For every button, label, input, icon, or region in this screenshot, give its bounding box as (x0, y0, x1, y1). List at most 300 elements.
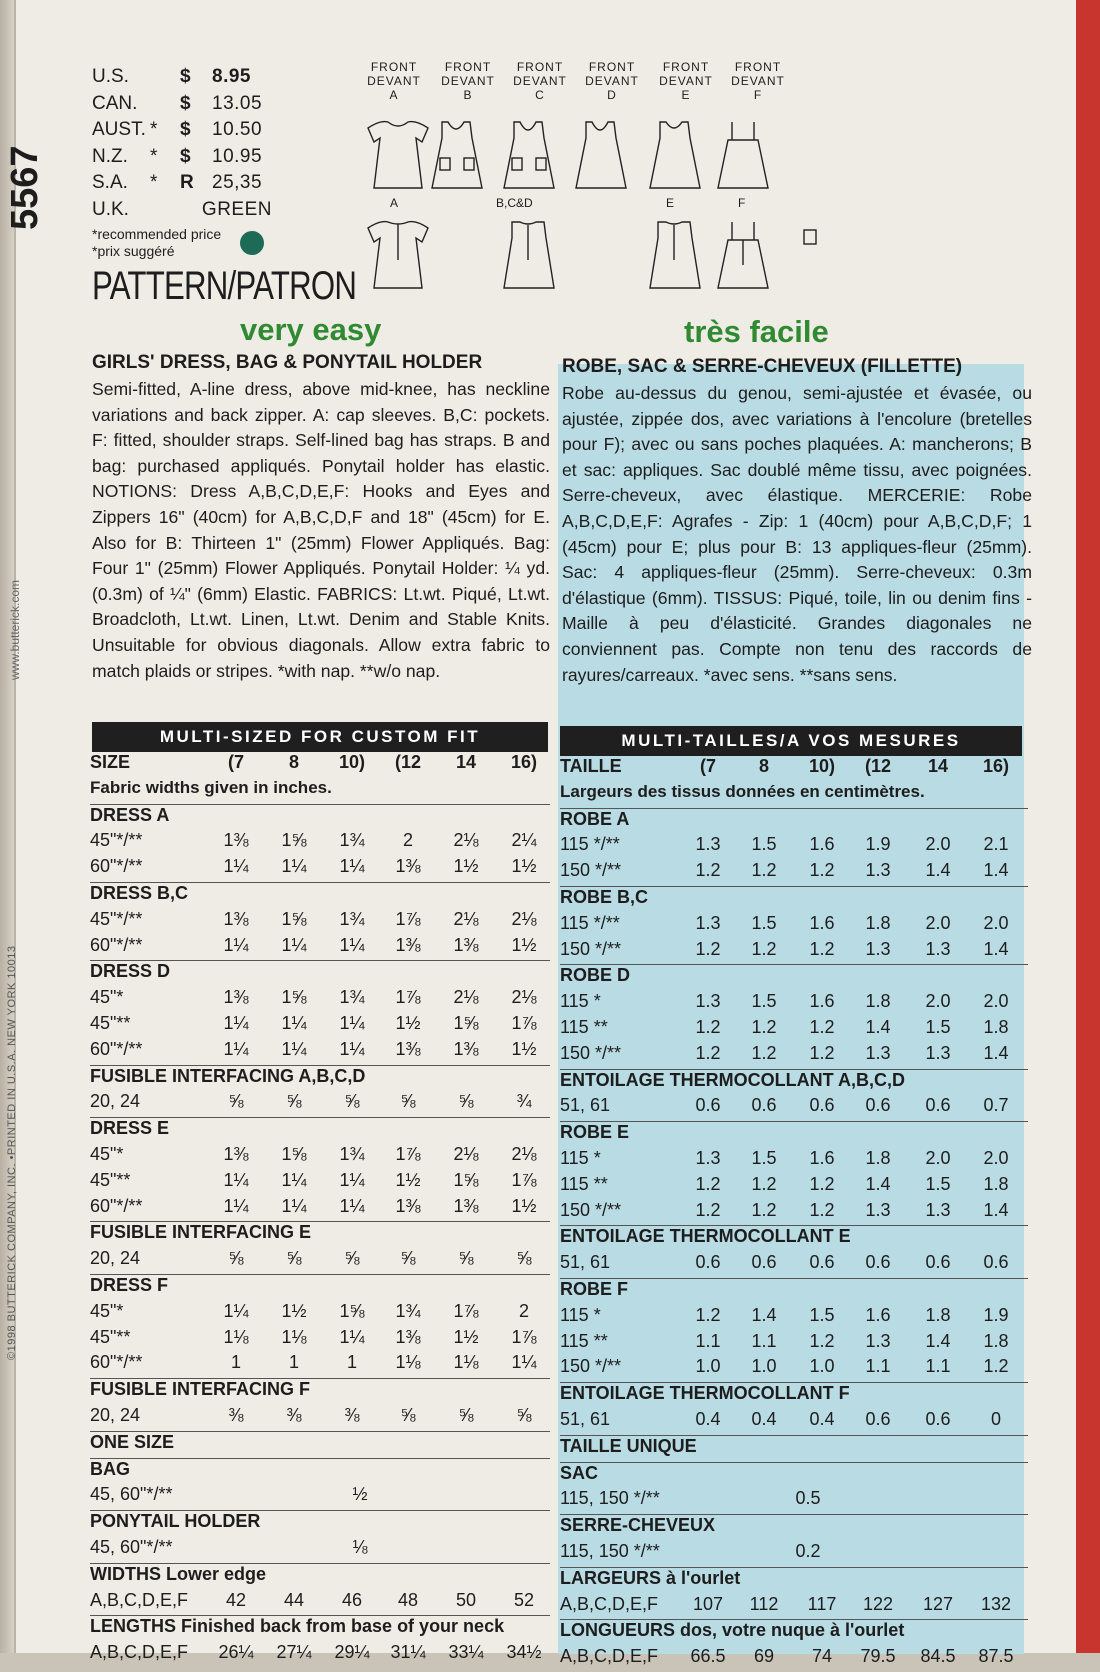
cell-value: 1⅞ (453, 1300, 479, 1321)
envelope-red-edge (1076, 0, 1100, 1653)
price-country: N.Z. (92, 145, 128, 167)
cell-value: 1½ (281, 1300, 307, 1321)
english-description: Semi-fitted, A-line dress, above mid-knee, has neckline variations and back zipper. A: cap sleeves. B,C: pockets. F: fitted, shoulder straps. Self-lined bag has straps. B and bag: purchased appliqués. Ponytail holder has elastic. NOTIONS: Dress A,B,C,D,E,F: Hooks and Eyes and Zippers 16" (40cm) for A,B,C,D,F and 18" (45cm) for E. Also for B: Thirteen 1" (25mm) Flower Appliqués. Bag: Four 1" (25mm) Flower Appliqués. Ponytail Holder: ¼ yd. (0.3m) of ¼" (6mm) Elastic. FABRICS: Lt.wt. Piqué, Lt.wt. Broadcloth, Lt.wt. Linen, Lt.wt. Denim and Stable Knits. Unsuitable for obvious diagonals. Allow extra fabric to match plaids or stripes. *with nap. **w/o nap. (92, 379, 550, 681)
cell-value: 1¼ (339, 856, 365, 877)
cell-value: 1⅛ (281, 1326, 307, 1347)
cell-value: 1.8 (983, 1330, 1009, 1351)
section-row (560, 1225, 1028, 1252)
table-row (560, 1646, 1028, 1672)
cell-value: 1.2 (695, 860, 721, 881)
cell-value: 0.6 (809, 1095, 835, 1116)
front-view-label-line: FRONT (370, 60, 418, 74)
table-row (560, 1200, 1028, 1226)
cell-value: 1.3 (865, 1199, 891, 1220)
cell-value: 0.6 (925, 1252, 951, 1273)
cell-value: 1.4 (983, 860, 1009, 881)
cell-value: 1.2 (983, 1356, 1009, 1377)
section-label: ENTOILAGE THERMOCOLLANT A,B,C,D (560, 1069, 905, 1090)
section-label: SERRE-CHEVEUX (560, 1515, 716, 1536)
very-easy-label: very easy (240, 312, 382, 347)
cell-value: ½ (352, 1484, 368, 1505)
row-label: 45"* (90, 987, 124, 1008)
front-view-label-line: A (389, 88, 399, 102)
cell-value: 52 (513, 1589, 535, 1610)
section-label: ROBE D (560, 965, 631, 986)
cell-value: 84.5 (920, 1646, 956, 1667)
cell-value: 74 (811, 1646, 833, 1667)
cell-value: 1⅜ (395, 934, 421, 955)
cell-value: 1.1 (751, 1330, 777, 1351)
cell-value: 1⅜ (395, 1195, 421, 1216)
cell-value: 1.2 (809, 1042, 835, 1063)
front-view-label-line: FRONT (588, 60, 636, 74)
cell-value: 1¼ (339, 934, 365, 955)
size-value: (12 (394, 752, 421, 772)
cell-value: 1¼ (281, 934, 307, 955)
section-label: TAILLE UNIQUE (560, 1435, 697, 1456)
cell-value: ⅝ (228, 1248, 244, 1269)
cell-value: 0.6 (865, 1095, 891, 1116)
cell-value: 1.2 (695, 1173, 721, 1194)
section-row (90, 960, 550, 987)
cell-value: 1¼ (223, 1038, 249, 1059)
cell-value: 1.1 (865, 1356, 891, 1377)
cell-value: 1⅝ (453, 1012, 479, 1033)
section-label: ROBE E (560, 1122, 630, 1143)
table-row (90, 1091, 550, 1117)
section-label: WIDTHS Lower edge (90, 1563, 267, 1584)
table-row (560, 939, 1028, 965)
cell-value: 1⅝ (453, 1169, 479, 1190)
cell-value: 1.3 (865, 1330, 891, 1351)
section-row (90, 1431, 550, 1458)
cell-value: 1¼ (339, 1169, 365, 1190)
cell-value: 1 (230, 1352, 241, 1373)
table-row (560, 1305, 1028, 1331)
price-country: U.K. (92, 198, 129, 220)
cell-value: 1¾ (395, 1300, 421, 1321)
table-row (560, 1541, 1028, 1567)
cell-value: 1.2 (809, 860, 835, 881)
section-label: FUSIBLE INTERFACING F (90, 1379, 310, 1400)
cell-value: 1⅜ (395, 856, 421, 877)
cell-value: ⅜ (228, 1404, 244, 1425)
tres-facile-label: très facile (684, 314, 829, 349)
row-label: A,B,C,D,E,F (90, 1642, 189, 1663)
cell-value: 2⅛ (453, 1143, 479, 1164)
row-label: 45"** (90, 1012, 131, 1033)
cell-value: 0.4 (751, 1408, 777, 1429)
size-label: TAILLE (560, 756, 622, 776)
size-value: 10) (808, 756, 835, 776)
cell-value: 122 (862, 1593, 894, 1614)
cell-value: 0.4 (809, 1408, 835, 1429)
cell-value: 1.5 (751, 1147, 777, 1168)
cell-value: ⅝ (344, 1091, 360, 1112)
cell-value: 79.5 (860, 1646, 896, 1667)
english-yardage-table (90, 752, 550, 1668)
price-currency: $ (180, 119, 191, 141)
row-label: 150 */** (560, 1042, 622, 1063)
cell-value: 1.8 (983, 1016, 1009, 1037)
cell-value: 0.4 (695, 1408, 721, 1429)
cell-value: 29¼ (334, 1642, 370, 1663)
cell-value: 1⅝ (281, 830, 307, 851)
size-value: 14 (455, 752, 477, 772)
cell-value: 1.2 (809, 1173, 835, 1194)
cell-value: 1¼ (339, 1012, 365, 1033)
widths-note-text: Largeurs des tissus données en centimètres. (560, 781, 925, 801)
table-row (90, 1405, 550, 1431)
cell-value: 1.4 (983, 938, 1009, 959)
section-label: LARGEURS à l'ourlet (560, 1567, 741, 1588)
cell-value: 1.6 (865, 1304, 891, 1325)
section-row (90, 1378, 550, 1405)
price-amount: 10.95 (212, 145, 263, 167)
section-label: PONYTAIL HOLDER (90, 1511, 261, 1532)
section-label: DRESS B,C (90, 882, 189, 903)
table-row (90, 909, 550, 935)
cell-value: 1½ (511, 1195, 537, 1216)
cell-value: 1.2 (809, 1199, 835, 1220)
cell-value: 1¼ (223, 856, 249, 877)
table-row (560, 834, 1028, 860)
row-label: 51, 61 (560, 1408, 611, 1429)
recommended-price-fr: *prix suggéré (92, 243, 175, 259)
section-label: DRESS A (90, 804, 170, 825)
cell-value: 0.6 (695, 1252, 721, 1273)
cell-value: 1.2 (695, 938, 721, 959)
row-label: 45"*/** (90, 908, 143, 929)
cell-value: 1.3 (865, 860, 891, 881)
row-label: 60"*/** (90, 856, 143, 877)
section-label: LENGTHS Finished back from base of your neck (90, 1616, 505, 1637)
cell-value: 1⅞ (511, 1326, 537, 1347)
price-currency: $ (180, 66, 191, 88)
cell-value: ⅝ (286, 1248, 302, 1269)
pattern-title: PATTERN/PATRON (92, 264, 357, 308)
table-row (90, 856, 550, 882)
front-view-label-line: C (535, 88, 545, 102)
cell-value: 1.3 (695, 1147, 721, 1168)
size-header-row (560, 756, 1028, 782)
cell-value: ⅝ (228, 1091, 244, 1112)
price-currency: R (180, 172, 194, 194)
cell-value: 1.0 (809, 1356, 835, 1377)
widths-note (90, 778, 550, 804)
section-row (560, 1514, 1028, 1541)
section-label: DRESS F (90, 1274, 169, 1295)
row-label: 150 */** (560, 1356, 622, 1377)
price-amount: 10.50 (212, 119, 263, 141)
cell-value: 1.8 (865, 1147, 891, 1168)
back-view-label: E (666, 196, 675, 210)
cell-value: 2⅛ (453, 830, 479, 851)
back-view-label: A (390, 196, 399, 210)
row-label: 20, 24 (90, 1248, 141, 1269)
cell-value: 1⅛ (453, 1352, 479, 1373)
cell-value: 48 (397, 1589, 419, 1610)
cell-value: 1.3 (925, 938, 951, 959)
row-label: 20, 24 (90, 1404, 141, 1425)
price-amount: 13.05 (212, 92, 263, 114)
row-label: 45, 60"*/** (90, 1484, 173, 1505)
cell-value: 0.6 (809, 1252, 835, 1273)
cell-value: ⅝ (458, 1404, 474, 1425)
row-label: 115, 150 */** (560, 1540, 660, 1561)
table-row (90, 1013, 550, 1039)
cell-value: 1.2 (751, 1042, 777, 1063)
cell-value: 112 (749, 1593, 779, 1614)
cell-value: 1.6 (809, 912, 835, 933)
price-row (92, 91, 272, 118)
recommended-price-en: *recommended price (92, 226, 222, 242)
cell-value: 1⅜ (453, 1195, 479, 1216)
cell-value: 1.4 (751, 1304, 777, 1325)
cell-value: 1.3 (865, 1042, 891, 1063)
row-label: 150 */** (560, 1199, 622, 1220)
table-row (560, 860, 1028, 886)
section-row (560, 1278, 1028, 1305)
table-row (90, 1196, 550, 1222)
table-row (90, 1039, 550, 1065)
cell-value: 0.2 (795, 1540, 821, 1561)
cell-value: 2⅛ (511, 1143, 537, 1164)
row-label: 60"*/** (90, 1352, 143, 1373)
cell-value: 1½ (511, 1038, 537, 1059)
pattern-number: 5567 (4, 145, 46, 230)
table-row (90, 987, 550, 1013)
price-currency: $ (180, 92, 191, 114)
section-row (90, 1563, 550, 1590)
price-row (92, 144, 272, 171)
section-row (560, 1435, 1028, 1462)
front-view-label-line: DEVANT (367, 74, 421, 88)
table-row (560, 1488, 1028, 1514)
section-row (90, 804, 550, 831)
cell-value: 1¾ (339, 987, 365, 1008)
table-row (560, 1095, 1028, 1121)
price-row (92, 117, 272, 144)
row-label: 51, 61 (560, 1095, 611, 1116)
recommended-price-note (92, 226, 221, 260)
cell-value: 1½ (395, 1012, 421, 1033)
cell-value: 2⅛ (453, 987, 479, 1008)
table-row (90, 1327, 550, 1353)
section-row (560, 1382, 1028, 1409)
cell-value: 2.0 (983, 1147, 1009, 1168)
cell-value: 1⅛ (395, 1352, 421, 1373)
section-row (560, 1567, 1028, 1594)
cell-value: 1.2 (695, 1199, 721, 1220)
section-row (90, 1615, 550, 1642)
cell-value: 1.8 (925, 1304, 951, 1325)
cell-value: 1.9 (865, 834, 891, 855)
cell-value: 2.0 (983, 912, 1009, 933)
table-row (560, 1252, 1028, 1278)
cell-value: 1.2 (809, 1330, 835, 1351)
row-label: 115, 150 */** (560, 1488, 660, 1509)
cell-value: 2.0 (925, 1147, 951, 1168)
table-row (560, 991, 1028, 1017)
cell-value: 1⅜ (453, 934, 479, 955)
section-row (90, 882, 550, 909)
table-row (560, 1356, 1028, 1382)
cell-value: 1½ (395, 1169, 421, 1190)
cell-value: 1.2 (751, 1173, 777, 1194)
cell-value: 1⅜ (395, 1326, 421, 1347)
cell-value: 1⅝ (281, 1143, 307, 1164)
cell-value: 1⅜ (223, 830, 249, 851)
cell-value: 127 (922, 1593, 954, 1614)
table-row (560, 1331, 1028, 1357)
cell-value: 2 (402, 830, 413, 851)
cell-value: 0.6 (695, 1095, 721, 1116)
cell-value: 1 (288, 1352, 299, 1373)
widths-note (560, 782, 1028, 808)
table-row (90, 1537, 550, 1563)
price-currency: $ (180, 145, 191, 167)
row-label: 115 */** (560, 912, 620, 933)
french-yardage-table (560, 756, 1028, 1672)
cell-value: ⅝ (400, 1248, 416, 1269)
cell-value: 1⅞ (395, 908, 421, 929)
cell-value: 1.8 (865, 912, 891, 933)
section-row (560, 808, 1028, 835)
cell-value: 42 (225, 1589, 247, 1610)
front-view-label (430, 60, 506, 102)
cell-value: 0.6 (865, 1252, 891, 1273)
front-view-label-line: F (753, 88, 763, 102)
cell-value: 1½ (453, 1326, 479, 1347)
table-row (560, 1174, 1028, 1200)
french-table-header-bar: MULTI-TAILLES/A VOS MESURES (560, 726, 1022, 756)
cell-value: 2.0 (925, 991, 951, 1012)
cell-value: 1⅜ (453, 1038, 479, 1059)
section-label: ROBE B,C (560, 886, 649, 907)
cell-value: 1.2 (695, 1304, 721, 1325)
section-label: FUSIBLE INTERFACING E (90, 1222, 312, 1243)
cell-value: 1¼ (339, 1195, 365, 1216)
cell-value: 1¼ (281, 856, 307, 877)
cell-value: ⅝ (286, 1091, 302, 1112)
back-view-label: B,C&D (496, 196, 533, 210)
cell-value: ⅛ (352, 1536, 368, 1557)
cell-value: 1.3 (925, 1199, 951, 1220)
cell-value: 1.5 (751, 991, 777, 1012)
cell-value: 1.4 (925, 860, 951, 881)
cell-value: 1¼ (223, 934, 249, 955)
cell-value: 1.5 (925, 1173, 951, 1194)
cell-value: 1⅞ (511, 1012, 537, 1033)
row-label: 51, 61 (560, 1252, 611, 1273)
price-amount: 25,35 (212, 172, 263, 194)
section-row (90, 1117, 550, 1144)
cell-value: 1½ (511, 934, 537, 955)
table-row (90, 935, 550, 961)
cell-value: 1¼ (281, 1012, 307, 1033)
french-heading: ROBE, SAC & SERRE-CHEVEUX (FILLETTE) (562, 356, 963, 377)
cell-value: 0.6 (751, 1252, 777, 1273)
cell-value: 1.3 (865, 938, 891, 959)
table-row (560, 1017, 1028, 1043)
cell-value: 1.3 (695, 834, 721, 855)
size-value: (7 (699, 756, 716, 776)
cell-value: 26¼ (218, 1642, 254, 1663)
section-row (90, 1274, 550, 1301)
cell-value: 0.6 (925, 1095, 951, 1116)
price-mark: * (150, 119, 158, 141)
cell-value: 117 (807, 1593, 837, 1614)
cell-value: 1.4 (925, 1330, 951, 1351)
price-row (92, 197, 272, 224)
row-label: 115 * (560, 1304, 601, 1325)
size-value: 8 (758, 756, 769, 776)
cell-value: 2⅛ (511, 987, 537, 1008)
cell-value: 1.2 (809, 938, 835, 959)
cell-value: 1⅛ (223, 1326, 249, 1347)
cell-value: 1.2 (695, 1016, 721, 1037)
cell-value: ⅝ (458, 1248, 474, 1269)
price-row (92, 64, 272, 91)
row-label: 45"* (90, 1143, 124, 1164)
row-label: 45"*/** (90, 830, 143, 851)
cell-value: 1¾ (339, 1143, 365, 1164)
cell-value: 1½ (453, 856, 479, 877)
row-label: 150 */** (560, 860, 622, 881)
cell-value: 0.7 (983, 1095, 1009, 1116)
cell-value: 1.3 (695, 912, 721, 933)
row-label: 60"*/** (90, 934, 143, 955)
cell-value: ⅝ (400, 1404, 416, 1425)
size-header-row (90, 752, 550, 778)
cell-value: 1¼ (339, 1326, 365, 1347)
cell-value: 2.0 (925, 834, 951, 855)
cell-value: 1.8 (865, 991, 891, 1012)
table-row (560, 1148, 1028, 1174)
row-label: A,B,C,D,E,F (560, 1593, 659, 1614)
front-view-label (356, 60, 432, 102)
cell-value: 1⅝ (339, 1300, 365, 1321)
section-label: FUSIBLE INTERFACING A,B,C,D (90, 1065, 366, 1086)
price-country: AUST. (92, 119, 146, 141)
widths-note-text: Fabric widths given in inches. (90, 777, 332, 797)
cell-value: 2.0 (983, 991, 1009, 1012)
table-row (560, 1043, 1028, 1069)
cell-value: ⅝ (400, 1091, 416, 1112)
table-row (90, 1590, 550, 1616)
section-label: SAC (560, 1462, 599, 1483)
table-row (560, 1409, 1028, 1435)
size-value: 14 (927, 756, 949, 776)
size-value: 16) (510, 752, 537, 772)
cell-value: 0.6 (925, 1408, 951, 1429)
cell-value: 1¼ (223, 1300, 249, 1321)
copyright-line: ©1998 BUTTERICK COMPANY, INC. •PRINTED IN U.S.A. NEW YORK 10013 (6, 945, 18, 1360)
table-row (560, 1594, 1028, 1620)
cell-value: 1.4 (865, 1173, 891, 1194)
section-label: ENTOILAGE THERMOCOLLANT F (560, 1383, 850, 1404)
cell-value: 1¼ (511, 1352, 537, 1373)
section-row (560, 1121, 1028, 1148)
cell-value: 1.8 (983, 1173, 1009, 1194)
section-row (560, 1462, 1028, 1489)
cell-value: 2 (518, 1300, 529, 1321)
front-view-label-line: FRONT (662, 60, 710, 74)
price-mark: * (150, 145, 158, 167)
english-heading: GIRLS' DRESS, BAG & PONYTAIL HOLDER (92, 352, 483, 373)
row-label: 115 * (560, 991, 601, 1012)
